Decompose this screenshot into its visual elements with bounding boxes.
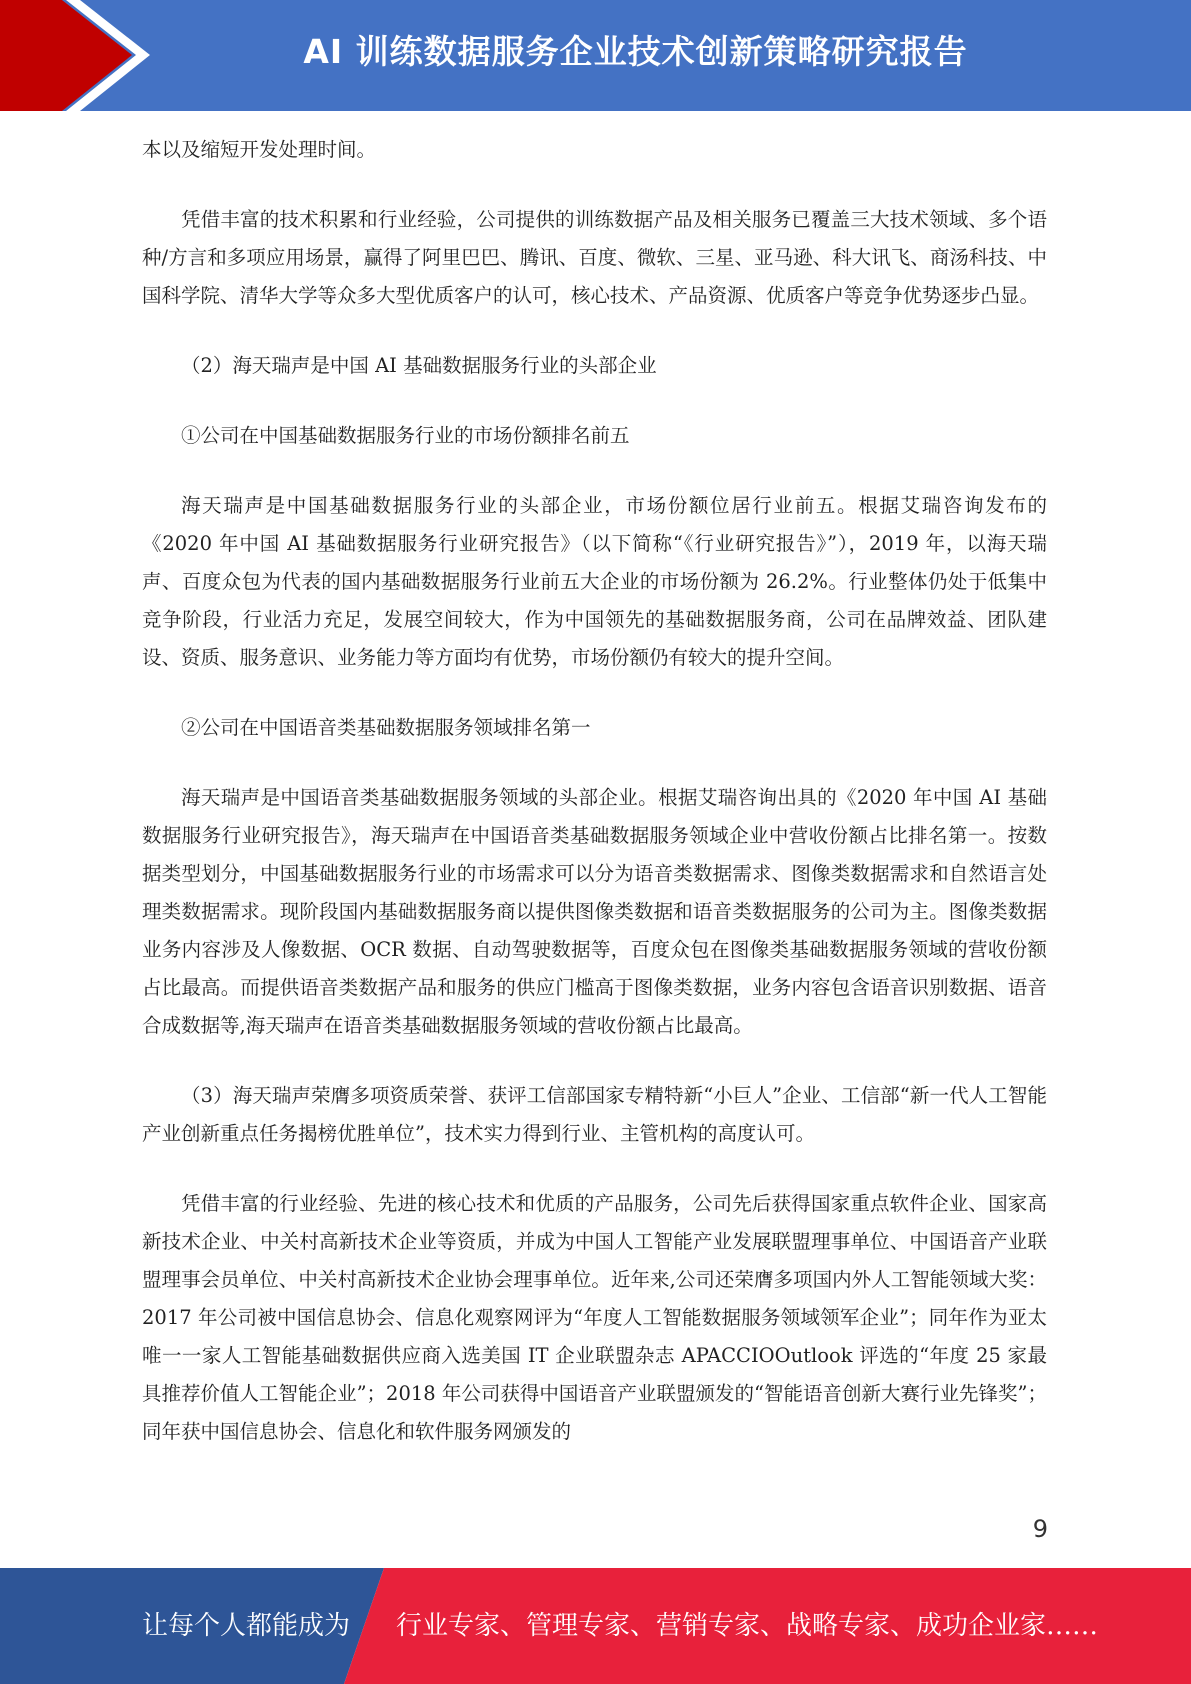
document-body xyxy=(142,131,1047,1483)
page-number: 9 xyxy=(1032,1515,1048,1543)
section-heading: （3）海天瑞声荣膺多项资质荣誉、获评工信部国家专精特新“小巨人”企业、工信部“新一代人工智能产业创新重点任务揭榜优胜单位”，技术实力得到行业、主管机构的高度认可。 xyxy=(142,1084,1047,1145)
paragraph: 海天瑞声是中国语音类基础数据服务领域的头部企业。根据艾瑞咨询出具的《2020 年中国 AI 基础数据服务行业研究报告》，海天瑞声在中国语音类基础数据服务领域企业中营收份额占比排名第一。按数据类型划分，中国基础数据服务行业的市场需求可以分为语音类数据需求、图像类数据需求和自然语言处理类数据需求。现阶段国内基础数据服务商以提供图像类数据和语音类数据服务的公司为主。图像类数据业务内容涉及人像数据、OCR 数据、自动驾驶数据等，百度众包在图像类基础数据服务领域的营收份额占比最高。而提供语音类数据产品和服务的供应门槛高于图像类数据，业务内容包含语音识别数据、语音合成数据等,海天瑞声在语音类基础数据服务领域的营收份额占比最高。 xyxy=(142,786,1047,1037)
page-header xyxy=(0,0,1191,111)
header-arrow-decoration xyxy=(0,0,160,111)
report-title: AI 训练数据服务企业技术创新策略研究报告 xyxy=(303,32,968,71)
section-heading: （2）海天瑞声是中国 AI 基础数据服务行业的头部企业 xyxy=(181,354,657,377)
subsection-heading: ①公司在中国基础数据服务行业的市场份额排名前五 xyxy=(181,424,630,447)
paragraph: 凭借丰富的技术积累和行业经验，公司提供的训练数据产品及相关服务已覆盖三大技术领域、多个语种/方言和多项应用场景，赢得了阿里巴巴、腾讯、百度、微软、三星、亚马逊、科大讯飞、商汤科技、中国科学院、清华大学等众多大型优质客户的认可，核心技术、产品资源、优质客户等竞争优势逐步凸显。 xyxy=(142,208,1047,307)
paragraph: 海天瑞声是中国基础数据服务行业的头部企业，市场份额位居行业前五。根据艾瑞咨询发布的《2020 年中国 AI 基础数据服务行业研究报告》（以下简称“《行业研究报告》”），2019 年，以海天瑞声、百度众包为代表的国内基础数据服务行业前五大企业的市场份额为 26.2%。行业整体仍处于低集中竞争阶段，行业活力充足，发展空间较大，作为中国领先的基础数据服务商，公司在品牌效益、团队建设、资质、服务意识、业务能力等方面均有优势，市场份额仍有较大的提升空间。 xyxy=(142,494,1047,669)
footer-slogan-right: 行业专家、管理专家、营销专家、战略专家、成功企业家…… xyxy=(396,1611,1099,1641)
subsection-heading: ②公司在中国语音类基础数据服务领域排名第一 xyxy=(181,716,591,739)
footer-slogan-left: 让每个人都能成为 xyxy=(142,1611,351,1641)
paragraph: 凭借丰富的行业经验、先进的核心技术和优质的产品服务，公司先后获得国家重点软件企业、国家高新技术企业、中关村高新技术企业等资质，并成为中国人工智能产业发展联盟理事单位、中国语音产业联盟理事会员单位、中关村高新技术企业协会理事单位。近年来,公司还荣膺多项国内外人工智能领域大奖：2017 年公司被中国信息协会、信息化观察网评为“年度人工智能数据服务领域领军企业”；同年作为亚太唯一一家人工智能基础数据供应商入选美国 IT 企业联盟杂志 APACCIOOutlook 评选的“年度 25 家最具推荐价值人工智能企业”；2018 年公司获得中国语音产业联盟颁发的“智能语音创新大赛行业先锋奖”；同年获中国信息协会、信息化和软件服务网颁发的 xyxy=(142,1192,1047,1443)
page-footer xyxy=(0,1568,1191,1684)
paragraph: 本以及缩短开发处理时间。 xyxy=(142,138,377,161)
